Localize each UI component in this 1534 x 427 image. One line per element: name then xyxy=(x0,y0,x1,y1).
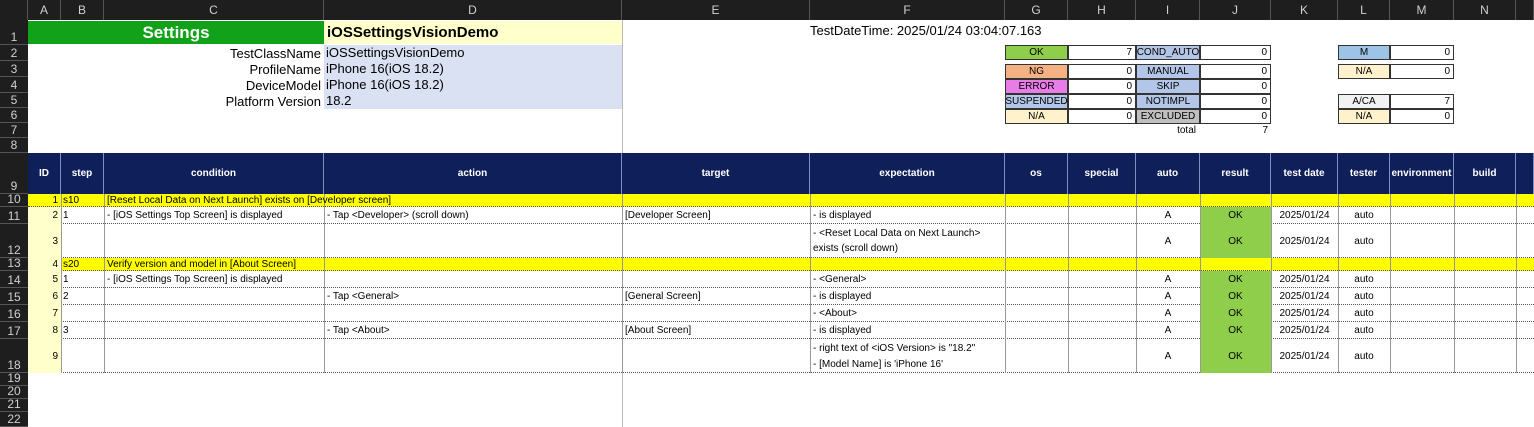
info-value: iOSSettingsVisionDemo xyxy=(324,45,622,61)
row-expectation-line2: exists (scroll down) xyxy=(813,242,899,254)
summary-error-value: 0 xyxy=(1068,79,1136,94)
row-expectation: - is displayed xyxy=(813,325,872,336)
result-ok: OK xyxy=(1200,271,1271,288)
summary-notimpl-label: NOTIMPL xyxy=(1136,94,1200,109)
header-tester: tester xyxy=(1338,153,1390,194)
row-auto: A xyxy=(1164,291,1172,302)
column-header-j[interactable]: J xyxy=(1200,0,1271,20)
row-header-17[interactable]: 17 xyxy=(0,322,28,339)
row-expectation-line2: - [Model Name] is 'iPhone 16' xyxy=(813,358,943,370)
header-id: ID xyxy=(28,153,61,194)
info-value: iPhone 16(iOS 18.2) xyxy=(324,77,622,93)
row-auto: A xyxy=(1164,274,1172,285)
section-text: [Reset Local Data on Next Launch] exists on [Developer screen] xyxy=(107,195,392,206)
summary-manual-label: MANUAL xyxy=(1136,64,1200,79)
row-expectation: - <General> xyxy=(813,274,867,285)
row-target: [General Screen] xyxy=(625,291,701,302)
column-header-h[interactable]: H xyxy=(1068,0,1136,20)
summary-m-na-value: 0 xyxy=(1390,64,1454,79)
row-header-21[interactable]: 21 xyxy=(0,399,28,412)
summary-aca-na-value: 0 xyxy=(1390,109,1454,124)
row-expectation: - <Reset Local Data on Next Launch> xyxy=(813,227,981,239)
summary-cond-auto-label: COND_AUTO xyxy=(1136,47,1200,58)
row-id: 7 xyxy=(52,308,58,319)
column-header-m[interactable]: M xyxy=(1390,0,1454,20)
summary-aca-value: 7 xyxy=(1390,94,1454,109)
info-value: iPhone 16(iOS 18.2) xyxy=(324,61,622,77)
section-id: 1 xyxy=(52,195,58,206)
summary-skip-label: SKIP xyxy=(1136,79,1200,94)
row-header-10[interactable]: 10 xyxy=(0,194,28,207)
row-expectation: - right text of <iOS Version> is "18.2" xyxy=(813,342,976,354)
row-step: 3 xyxy=(63,325,69,336)
result-ok: OK xyxy=(1200,305,1271,322)
row-id: 2 xyxy=(52,210,58,221)
summary-suspended-label: SUSPENDED xyxy=(1005,96,1068,107)
row-header-19[interactable]: 19 xyxy=(0,373,28,386)
row-header-18[interactable]: 18 xyxy=(0,339,28,373)
row-id: 3 xyxy=(52,235,58,247)
row-id: 5 xyxy=(52,274,58,285)
row-header-15[interactable]: 15 xyxy=(0,288,28,305)
section-step: s10 xyxy=(63,195,80,206)
column-header-f[interactable]: F xyxy=(810,0,1005,20)
column-divider xyxy=(622,20,623,153)
section-step: s20 xyxy=(63,259,80,270)
summary-total-value: 7 xyxy=(1262,125,1268,136)
row-tester: auto xyxy=(1354,291,1374,302)
row-header-20[interactable]: 20 xyxy=(0,386,28,399)
row-header-16[interactable]: 16 xyxy=(0,305,28,322)
row-action: - Tap <About> xyxy=(327,325,390,336)
row-expectation: - is displayed xyxy=(813,210,872,221)
summary-excluded-value: 0 xyxy=(1200,109,1271,124)
header-test-date: test date xyxy=(1271,153,1338,194)
header-os: os xyxy=(1005,153,1068,194)
summary-na-value: 0 xyxy=(1068,109,1136,124)
row-tester: auto xyxy=(1354,308,1374,319)
row-id: 8 xyxy=(52,325,58,336)
header-step: step xyxy=(61,153,104,194)
summary-ok-label: OK xyxy=(1005,45,1068,60)
class-title: iOSSettingsVisionDemo xyxy=(324,21,622,44)
column-header-g[interactable]: G xyxy=(1005,0,1068,20)
row-header-12[interactable]: 12 xyxy=(0,224,28,258)
result-ok: OK xyxy=(1200,224,1271,258)
column-header-a[interactable]: A xyxy=(28,0,61,20)
header-environment: environment xyxy=(1390,153,1454,194)
summary-skip-value: 0 xyxy=(1200,79,1271,94)
row-expectation: - is displayed xyxy=(813,291,872,302)
row-tester: auto xyxy=(1354,210,1374,221)
column-header-n[interactable]: N xyxy=(1454,0,1516,20)
row-target: [Developer Screen] xyxy=(625,210,711,221)
info-label: TestClassName xyxy=(229,46,321,61)
row-action: - Tap <General> xyxy=(327,291,400,302)
info-label: Platform Version xyxy=(225,94,321,109)
row-header-4[interactable]: 4 xyxy=(0,77,28,93)
row-tester: auto xyxy=(1354,350,1374,362)
column-header-d[interactable]: D xyxy=(324,0,622,20)
test-date-time: TestDateTime: 2025/01/24 03:04:07.163 xyxy=(810,23,1042,38)
summary-m-na-label: N/A xyxy=(1338,64,1390,79)
row-header-bar xyxy=(0,20,28,427)
column-header-i[interactable]: I xyxy=(1136,0,1200,20)
column-divider-lower xyxy=(622,373,623,427)
result-ok: OK xyxy=(1200,322,1271,339)
result-ok: OK xyxy=(1200,339,1271,373)
row-header-3[interactable]: 3 xyxy=(0,61,28,77)
row-date: 2025/01/24 xyxy=(1279,308,1330,319)
summary-ng-label: NG xyxy=(1005,64,1068,79)
row-header-22[interactable]: 22 xyxy=(0,412,28,427)
section-id: 4 xyxy=(52,259,58,270)
row-tester: auto xyxy=(1354,274,1374,285)
result-ok: OK xyxy=(1200,207,1271,224)
header-expectation: expectation xyxy=(810,153,1005,194)
row-step: 2 xyxy=(63,291,69,302)
row-auto: A xyxy=(1164,235,1172,247)
row-header-2[interactable]: 2 xyxy=(0,45,28,61)
summary-manual-value: 0 xyxy=(1200,64,1271,79)
row-date: 2025/01/24 xyxy=(1279,325,1330,336)
row-header-7[interactable]: 7 xyxy=(0,123,28,138)
summary-aca-na-label: N/A xyxy=(1338,109,1390,124)
row-date: 2025/01/24 xyxy=(1279,235,1330,247)
column-header-o[interactable] xyxy=(1516,0,1534,20)
info-label: DeviceModel xyxy=(245,78,321,93)
row-auto: A xyxy=(1164,308,1172,319)
header-target: target xyxy=(622,153,810,194)
section-text: Verify version and model in [About Screen] xyxy=(107,259,296,270)
row-date: 2025/01/24 xyxy=(1279,274,1330,285)
row-tester: auto xyxy=(1354,235,1374,247)
row-header-5[interactable]: 5 xyxy=(0,93,28,108)
row-target: [About Screen] xyxy=(625,325,692,336)
summary-error-label: ERROR xyxy=(1005,79,1068,94)
row-step: 1 xyxy=(63,210,69,221)
row-date: 2025/01/24 xyxy=(1279,291,1330,302)
row-condition: - [iOS Settings Top Screen] is displayed xyxy=(107,210,283,221)
row-header-14[interactable]: 14 xyxy=(0,271,28,288)
row-header-13[interactable]: 13 xyxy=(0,258,28,271)
info-label: ProfileName xyxy=(249,62,321,77)
result-ok: OK xyxy=(1200,288,1271,305)
summary-aca-label: A/CA xyxy=(1338,94,1390,109)
row-header-1[interactable]: 1 xyxy=(0,20,28,45)
column-header-b[interactable]: B xyxy=(61,0,104,20)
summary-total-label: total xyxy=(1177,125,1196,136)
header-condition: condition xyxy=(104,153,324,194)
column-header-k[interactable]: K xyxy=(1271,0,1338,20)
row-id: 9 xyxy=(52,350,58,362)
row-tester: auto xyxy=(1354,325,1374,336)
row-action: - Tap <Developer> (scroll down) xyxy=(327,210,469,221)
column-header-c[interactable]: C xyxy=(104,0,324,20)
column-header-e[interactable]: E xyxy=(622,0,810,20)
row-date: 2025/01/24 xyxy=(1279,350,1330,362)
summary-notimpl-value: 0 xyxy=(1200,94,1271,109)
row-header-6[interactable]: 6 xyxy=(0,108,28,123)
row-id: 6 xyxy=(52,291,58,302)
settings-title: Settings xyxy=(28,21,324,44)
row-condition: - [iOS Settings Top Screen] is displayed xyxy=(107,274,283,285)
header-special: special xyxy=(1068,153,1136,194)
row-header-9[interactable]: 9 xyxy=(0,153,28,194)
row-step: 1 xyxy=(63,274,69,285)
row-date: 2025/01/24 xyxy=(1279,210,1330,221)
row-expectation: - <About> xyxy=(813,308,857,319)
row-auto: A xyxy=(1164,325,1172,336)
header-auto: auto xyxy=(1136,153,1200,194)
select-all-corner[interactable] xyxy=(0,0,28,20)
row-auto: A xyxy=(1164,350,1172,362)
column-header-l[interactable]: L xyxy=(1338,0,1390,20)
summary-na-label: N/A xyxy=(1005,109,1068,124)
summary-ok-value: 7 xyxy=(1068,45,1136,60)
summary-m-label: M xyxy=(1338,45,1390,60)
row-auto: A xyxy=(1164,210,1172,221)
summary-excluded-label: EXCLUDED xyxy=(1136,109,1200,124)
header-build: build xyxy=(1454,153,1516,194)
summary-ng-value: 0 xyxy=(1068,64,1136,79)
info-value: 18.2 xyxy=(324,93,622,109)
summary-m-value: 0 xyxy=(1390,45,1454,60)
header-extra xyxy=(1516,153,1534,194)
row-header-8[interactable]: 8 xyxy=(0,138,28,153)
summary-cond-auto-value: 0 xyxy=(1200,45,1271,60)
header-result: result xyxy=(1200,153,1271,194)
summary-suspended-value: 0 xyxy=(1068,94,1136,109)
header-action: action xyxy=(324,153,622,194)
row-header-11[interactable]: 11 xyxy=(0,207,28,224)
column-header-bar xyxy=(0,0,1534,20)
